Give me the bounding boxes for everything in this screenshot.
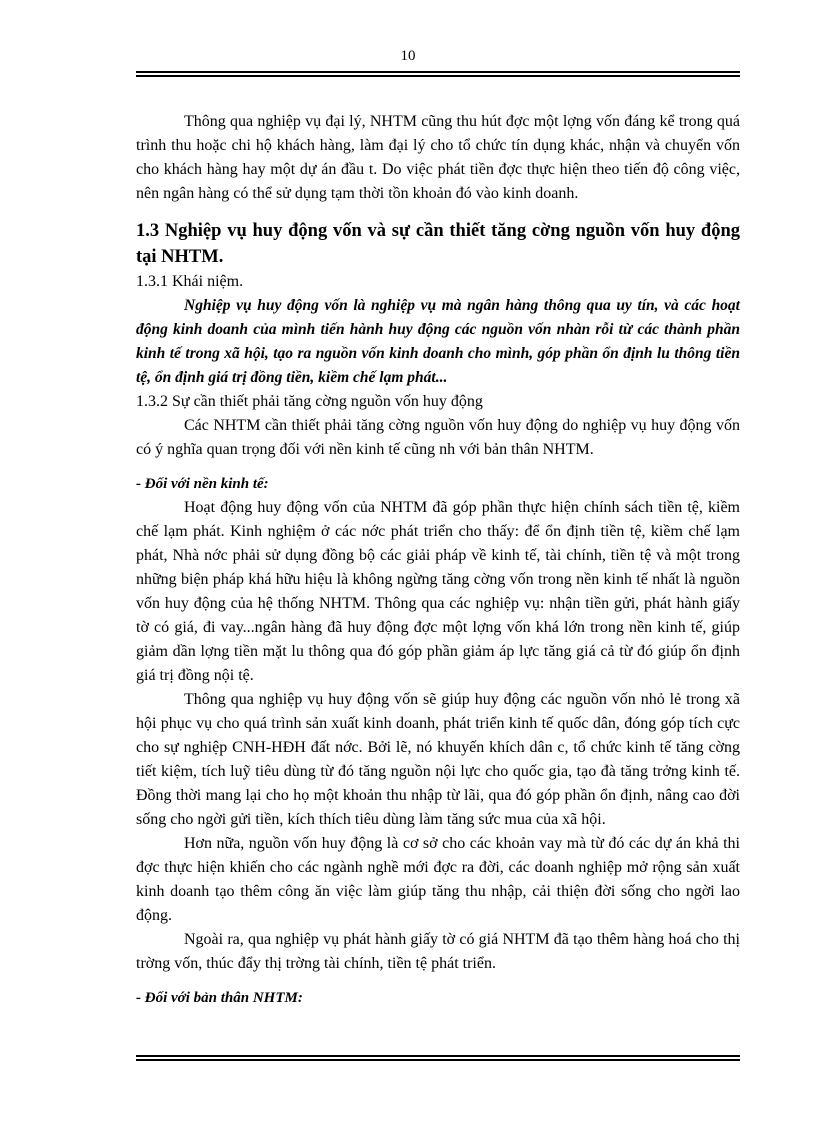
paragraph-economy-4: Ngoài ra, qua nghiệp vụ phát hành giấy tờ có giá NHTM đã tạo thêm hàng hoá cho thị trờng vốn, thúc đẩy thị trờng tài chính, tiền tệ phát triển. [136, 931, 740, 972]
paragraph-intro: Thông qua nghiệp vụ đại lý, NHTM cũng thu hút đợc một lợng vốn đáng kể trong quá trình thu hoặc chi hộ khách hàng, làm đại lý cho tổ chức tín dụng khác, nhận và chuyển vốn cho khách hàng hay một dự án đầu t. Do việc phát tiền đợc thực hiện theo tiến độ công việc, nên ngân hàng có thể sử dụng tạm thời tồn khoản đó vào kinh doanh. [136, 113, 740, 202]
section-heading-1-3: 1.3 Nghiệp vụ huy động vốn và sự cần thiết tăng cờng nguồn vốn huy động tại NHTM. [136, 221, 740, 267]
header-rule-top [136, 71, 740, 73]
paragraph-economy-3: Hơn nữa, nguồn vốn huy động là cơ sở cho các khoản vay mà từ đó các dự án khả thi đợc thực hiện khiến cho các ngành nghề mới đợc ra đời, các doanh nghiệp mở rộng sản xuất kinh doanh tạo thêm công ăn việc làm giúp tăng thu nhập, cải thiện đời sống cho ngời lao động. [136, 835, 740, 924]
paragraph-economy-2: Thông qua nghiệp vụ huy động vốn sẽ giúp huy động các nguồn vốn nhỏ lẻ trong xã hội phục vụ cho quá trình sản xuất kinh doanh, phát triển kinh tế quốc dân, đóng góp tích cực cho sự nghiệp CNH-HĐH đất nớc. Bởi lẽ, nó khuyến khích dân c, tổ chức kinh tế tăng cờng tiết kiệm, tích luỹ tiêu dùng từ đó tăng nguồn nội lực cho quốc gia, tạo đà tăng trởng kinh tế. Đồng thời mang lại cho họ một khoản thu nhập từ lãi, qua đó góp phần ổn định, nâng cao đời sống cho ngời gửi tiền, kích thích tiêu dùng làm tăng sức mua của xã hội. [136, 691, 740, 828]
page-number: 10 [400, 48, 416, 64]
subsection-heading-1-3-1: 1.3.1 Khái niệm. [136, 273, 244, 290]
definition-paragraph: Nghiệp vụ huy động vốn là nghiệp vụ mà ngân hàng thông qua uy tín, và các hoạt động kinh doanh của mình tiến hành huy động các nguồn vốn nhàn rỗi từ các thành phần kinh tế trong xã hội, tạo ra nguồn vốn kinh doanh cho mình, góp phần ổn định lu thông tiền tệ, ổn định giá trị đồng tiền, kiềm chế lạm phát... [136, 297, 740, 386]
header-rule-bottom [136, 75, 740, 77]
paragraph-economy-1: Hoạt động huy động vốn của NHTM đã góp phần thực hiện chính sách tiền tệ, kiềm chế lạm phát. Kinh nghiệm ở các nớc phát triển cho thấy: để ổn định tiền tệ, kiềm chế lạm phát, Nhà nớc phải sử dụng đồng bộ các giải pháp về kinh tế, tài chính, tiền tệ và một trong những biện pháp khá hữu hiệu là không ngừng tăng cờng vốn trong nền kinh tế nhất là nguồn vốn huy động của hệ thống NHTM. Thông qua các nghiệp vụ: nhận tiền gửi, phát hành giấy tờ có giá, đi vay...ngân hàng đã huy động đợc một lợng vốn khá lớn trong nền kinh tế, giúp giảm dần lợng tiền mặt lu thông qua đó góp phần giảm áp lực tăng giá cả từ đó giúp ổn định giá trị đồng nội tệ. [136, 499, 740, 684]
paragraph-necessity: Các NHTM cần thiết phải tăng cờng nguồn vốn huy động do nghiệp vụ huy động vốn có ý nghĩa quan trọng đối với nền kinh tế cũng nh với bản thân NHTM. [136, 417, 740, 458]
subject-heading-bank: - Đối với bản thân NHTM: [136, 990, 303, 1006]
subsection-heading-1-3-2: 1.3.2 Sự cần thiết phải tăng cờng nguồn vốn huy động [136, 393, 483, 410]
footer-rule-top [136, 1055, 740, 1057]
subject-heading-economy: - Đối với nền kinh tế: [136, 476, 269, 492]
page-content [136, 110, 740, 1010]
footer-rule-bottom [136, 1059, 740, 1061]
